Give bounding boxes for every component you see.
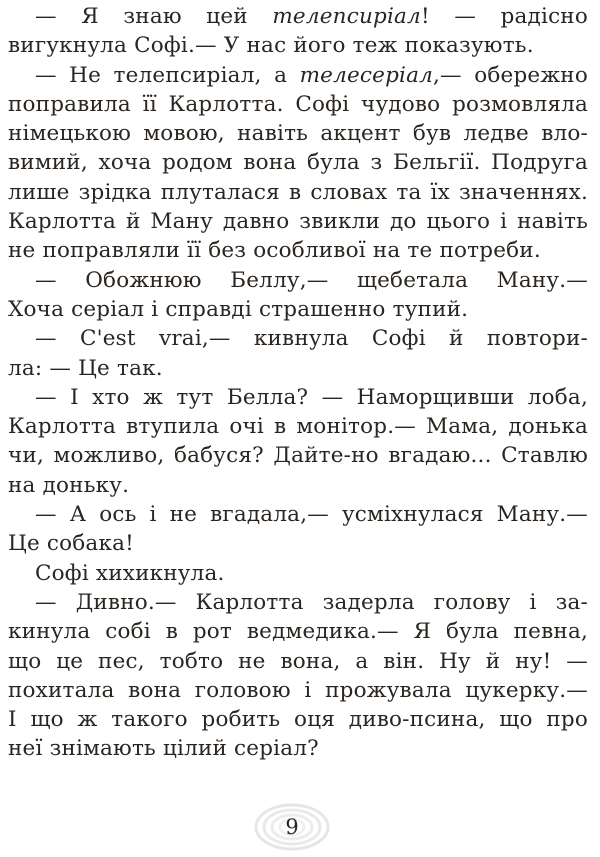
text-run: похитала вона головою і прожувала цукерку.— [8, 677, 588, 703]
text-run: ла: — Це так. [8, 355, 163, 381]
text-line [8, 90, 588, 119]
text-line [8, 383, 588, 412]
text-line [8, 148, 588, 177]
text-run: лише зрідка плуталася в словах та їх значеннях. [8, 179, 588, 205]
page-number: 9 [285, 815, 299, 839]
text-line [8, 588, 588, 617]
text-line [8, 354, 588, 383]
text-run: кинула собі в рот ведмедика.— Я була певна, [8, 619, 588, 645]
text-line [8, 500, 588, 529]
text-run: вимий, хоча родом вона була з Бельгії. Подруга [8, 150, 588, 176]
text-line [8, 324, 588, 353]
text-line [8, 705, 588, 734]
text-line [8, 617, 588, 646]
text-run: — Дивно.— Карлотта задерла голову і за- [35, 589, 588, 615]
text-run: ! — радісно [420, 4, 588, 29]
text-line [8, 412, 588, 441]
text-run: ,— обережно [433, 62, 588, 88]
text-run: чи, можливо, бабуся? Дайте-но вгадаю... Ставлю [8, 443, 588, 469]
text-line [8, 266, 588, 295]
text-run: Карлотта й Ману давно звикли до цього і навіть [8, 209, 588, 235]
text-line [8, 676, 588, 705]
text-line [8, 207, 588, 236]
text-run: не поправляли її без особливої на те потреби. [8, 238, 541, 264]
text-line [8, 236, 588, 265]
text-run: — C'est vrai,— кивнула Софі й повтори- [35, 326, 588, 352]
text-run: німецькою мовою, навіть акцент був ледве вло- [8, 121, 588, 147]
text-run: що це пес, тобто не вона, а він. Ну й ну! — [8, 648, 588, 674]
text-run: Карлотта втупила очі в монітор.— Мама, донька [8, 414, 588, 440]
text-run: І що ж такого робить оця диво-псина, що про [8, 707, 588, 733]
text-line [8, 295, 588, 324]
body-text [8, 2, 588, 764]
text-line [8, 31, 588, 60]
italic-term: телепсиріал [272, 4, 421, 29]
text-line [8, 734, 588, 763]
text-run: — І хто ж тут Белла? — Наморщивши лоба, [35, 384, 588, 410]
text-line [8, 2, 588, 31]
text-line [8, 559, 588, 588]
text-line [8, 119, 588, 148]
text-run: Софі хихикнула. [35, 560, 225, 586]
text-run: — Не телепсиріал, а [35, 62, 300, 88]
text-run: вигукнула Софі.— У нас його теж показують. [8, 33, 534, 59]
text-line [8, 529, 588, 558]
italic-term: телесеріал [299, 62, 434, 88]
text-run: поправила її Карлотта. Софі чудово розмовляла [8, 91, 588, 117]
text-line [8, 647, 588, 676]
text-run: — Я знаю цей [35, 4, 273, 29]
text-run: — А ось і не вгадала,— усміхнулася Ману.— [35, 502, 588, 528]
text-run: неї знімають цілий серіал? [8, 736, 319, 762]
text-line [8, 441, 588, 470]
text-line [8, 178, 588, 207]
text-run: Хоча серіал і справді страшенно тупий. [8, 296, 469, 322]
text-run: Це собака! [8, 531, 134, 557]
text-run: — Обожнюю Беллу,— щебетала Ману.— [35, 267, 588, 293]
text-line [8, 471, 588, 500]
text-run: на доньку. [8, 472, 130, 498]
text-line [8, 61, 588, 90]
